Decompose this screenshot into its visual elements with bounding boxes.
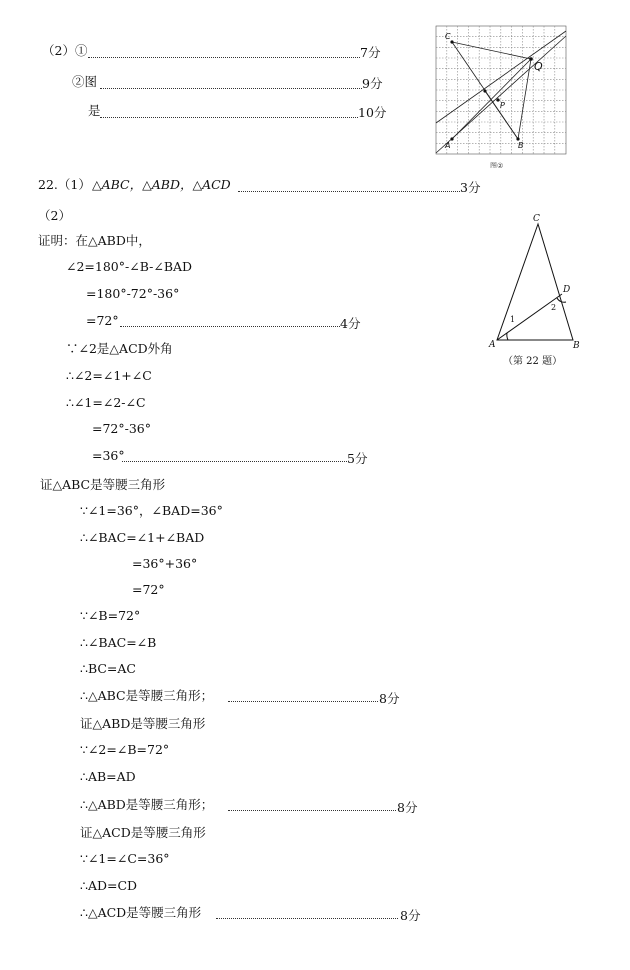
grid-label-q: Q xyxy=(534,60,543,73)
tri-angle-2-label: 2 xyxy=(551,303,557,312)
section1-line-5: ∵∠B=72° xyxy=(80,608,141,623)
score-3: 3分 xyxy=(460,180,481,195)
score-8b: 8分 xyxy=(397,800,418,815)
section3-line-3: ∴△ACD是等腰三角形 xyxy=(80,905,202,920)
section3-title: 证△ACD是等腰三角形 xyxy=(80,825,206,840)
tri-label-a: A xyxy=(489,340,496,350)
q21-item2-label: ②图 xyxy=(72,74,98,89)
section2-line-2: ∴AB=AD xyxy=(80,769,136,784)
answer-leader-8a xyxy=(228,701,378,702)
proof-line-4: ∵∠2是△ACD外角 xyxy=(66,341,173,356)
answer-leader-5 xyxy=(122,461,347,462)
section1-line-2: ∴∠BAC=∠1+∠BAD xyxy=(80,530,205,545)
grid-label-c: C xyxy=(445,32,451,41)
proof-line-2: =180°-72°-36° xyxy=(86,286,180,301)
grid-label-b: B xyxy=(518,141,524,150)
section1-line-6: ∴∠BAC=∠B xyxy=(80,635,157,650)
score-10: 10分 xyxy=(358,105,387,120)
tri-label-b: B xyxy=(573,341,580,351)
triangle-abc xyxy=(497,224,573,340)
answer-leader-9 xyxy=(100,88,362,89)
section1-line-7: ∴BC=AC xyxy=(80,661,136,676)
proof-line-6: ∴∠1=∠2-∠C xyxy=(66,395,146,410)
section1-line-3: =36°+36° xyxy=(132,556,198,571)
answer-leader-8c xyxy=(216,918,398,919)
score-4: 4分 xyxy=(340,316,361,331)
section1-line-4: =72° xyxy=(132,582,165,597)
angle-2-arc xyxy=(557,298,566,302)
answer-leader-10 xyxy=(100,117,358,118)
answer-leader-7 xyxy=(88,57,360,58)
grid-figure-caption: 图② xyxy=(490,162,504,168)
triangle-caption: （第 22 题） xyxy=(503,356,563,367)
section2-line-3: ∴△ABD是等腰三角形； xyxy=(80,797,214,812)
q21-item3-label: 是 xyxy=(88,103,101,118)
section3-line-2: ∴AD=CD xyxy=(80,878,138,893)
q22-number: 22.（1） xyxy=(38,177,91,192)
section3-line-1: ∵∠1=∠C=36° xyxy=(80,851,170,866)
score-5: 5分 xyxy=(347,451,368,466)
proof-intro: 证明：在△ABD中， xyxy=(38,233,151,248)
grid-figure xyxy=(430,18,575,168)
proof-line-7: =72°-36° xyxy=(92,421,152,436)
section1-title: 证△ABC是等腰三角形 xyxy=(40,477,166,492)
section1-line-1: ∵∠1=36°，∠BAD=36° xyxy=(80,503,223,518)
score-8c: 8分 xyxy=(400,908,421,923)
tri-angle-1-label: 1 xyxy=(510,315,516,324)
section2-line-1: ∵∠2=∠B=72° xyxy=(80,742,170,757)
q22-part1-answer: △ABC，△ABD，△ACD xyxy=(92,177,231,192)
triangle-figure xyxy=(485,208,595,373)
score-7: 7分 xyxy=(360,45,381,60)
score-8a: 8分 xyxy=(379,691,400,706)
q21-part2-label: （2）① xyxy=(42,43,88,58)
angle-1-arc xyxy=(507,333,508,340)
score-9: 9分 xyxy=(362,76,383,91)
answer-leader-3 xyxy=(238,191,460,192)
tri-label-d: D xyxy=(563,285,571,295)
q22-part2-label: （2） xyxy=(38,208,71,223)
answer-leader-4 xyxy=(120,326,340,327)
grid-label-p: P xyxy=(500,101,505,110)
section1-line-8: ∴△ABC是等腰三角形； xyxy=(80,688,214,703)
proof-line-1: ∠2=180°-∠B-∠BAD xyxy=(66,259,193,274)
proof-line-3: =72° xyxy=(86,313,119,328)
proof-line-8: =36° xyxy=(92,448,125,463)
grid-label-a: A xyxy=(445,141,451,150)
section2-title: 证△ABD是等腰三角形 xyxy=(80,716,206,731)
tri-label-c: C xyxy=(533,214,540,224)
proof-line-5: ∴∠2=∠1+∠C xyxy=(66,368,152,383)
answer-leader-8b xyxy=(228,810,396,811)
